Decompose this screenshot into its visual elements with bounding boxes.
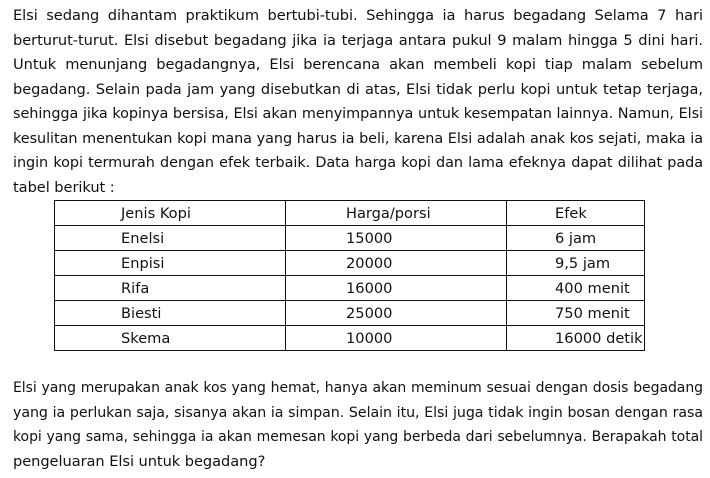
intro-line: berturut-turut. Elsi disebut begadang jika ia terjaga antara pukul 9 malam hingga 5 dini hari. [13,31,703,49]
cell-harga: 25000 [286,301,507,326]
question-line: pengeluaran Elsi untuk begadang? [13,452,266,470]
cell-harga: 16000 [286,276,507,301]
cell-jenis-kopi: Biesti [55,301,286,326]
question-line: kopi yang sama, sehingga ia akan memesan kopi yang berbeda dari sebelumnya. Berapakah total [13,429,703,445]
table-row [55,251,645,276]
table-header-row [55,201,645,226]
intro-line: Untuk menunjang begadangnya, Elsi berencana akan membeli kopi tiap malam sebelum [13,56,703,73]
cell-efek: 9,5 jam [507,251,645,276]
cell-jenis-kopi: Enpisi [55,251,286,276]
cell-jenis-kopi: Skema [55,326,286,351]
intro-line: sehingga jika kopinya bersisa, Elsi akan menyimpannya untuk kesempatan lainnya. Namun, Elsi [13,106,703,122]
intro-line: ingin kopi termurah dengan efek terbaik. Data harga kopi dan lama efeknya dapat dilihat pada [13,155,703,171]
intro-line: tabel berikut : [13,178,115,196]
cell-efek: 400 menit [507,276,645,301]
intro-line: begadang. Selain pada jam yang disebutkan di atas, Elsi tidak perlu kopi untuk tetap terjaga, [13,80,703,98]
intro-line: kesulitan menentukan kopi mana yang harus ia beli, karena Elsi adalah anak kos sejati, maka ia [13,130,703,147]
question-paragraph [13,376,703,474]
cell-harga: 10000 [286,326,507,351]
intro-paragraph [13,4,703,200]
cell-harga: 15000 [286,226,507,251]
cell-harga: 20000 [286,251,507,276]
table-row [55,301,645,326]
column-header-harga: Harga/porsi [286,201,507,226]
question-line: yang ia perlukan saja, sisanya akan ia simpan. Selain itu, Elsi juga tidak ingin bosan dengan rasa [13,404,703,421]
intro-line: Elsi sedang dihantam praktikum bertubi-tubi. Sehingga ia harus begadang Selama 7 hari [13,7,703,24]
cell-jenis-kopi: Rifa [55,276,286,301]
table-row [55,226,645,251]
cell-jenis-kopi: Enelsi [55,226,286,251]
cell-efek: 6 jam [507,226,645,251]
coffee-price-table [54,200,645,351]
table-row [55,276,645,301]
cell-efek: 16000 detik [507,326,645,351]
question-line: Elsi yang merupakan anak kos yang hemat, hanya akan meminum sesuai dengan dosis begadang [13,380,703,396]
cell-efek: 750 menit [507,301,645,326]
table-row [55,326,645,351]
column-header-efek: Efek [507,201,645,226]
column-header-jenis-kopi: Jenis Kopi [55,201,286,226]
